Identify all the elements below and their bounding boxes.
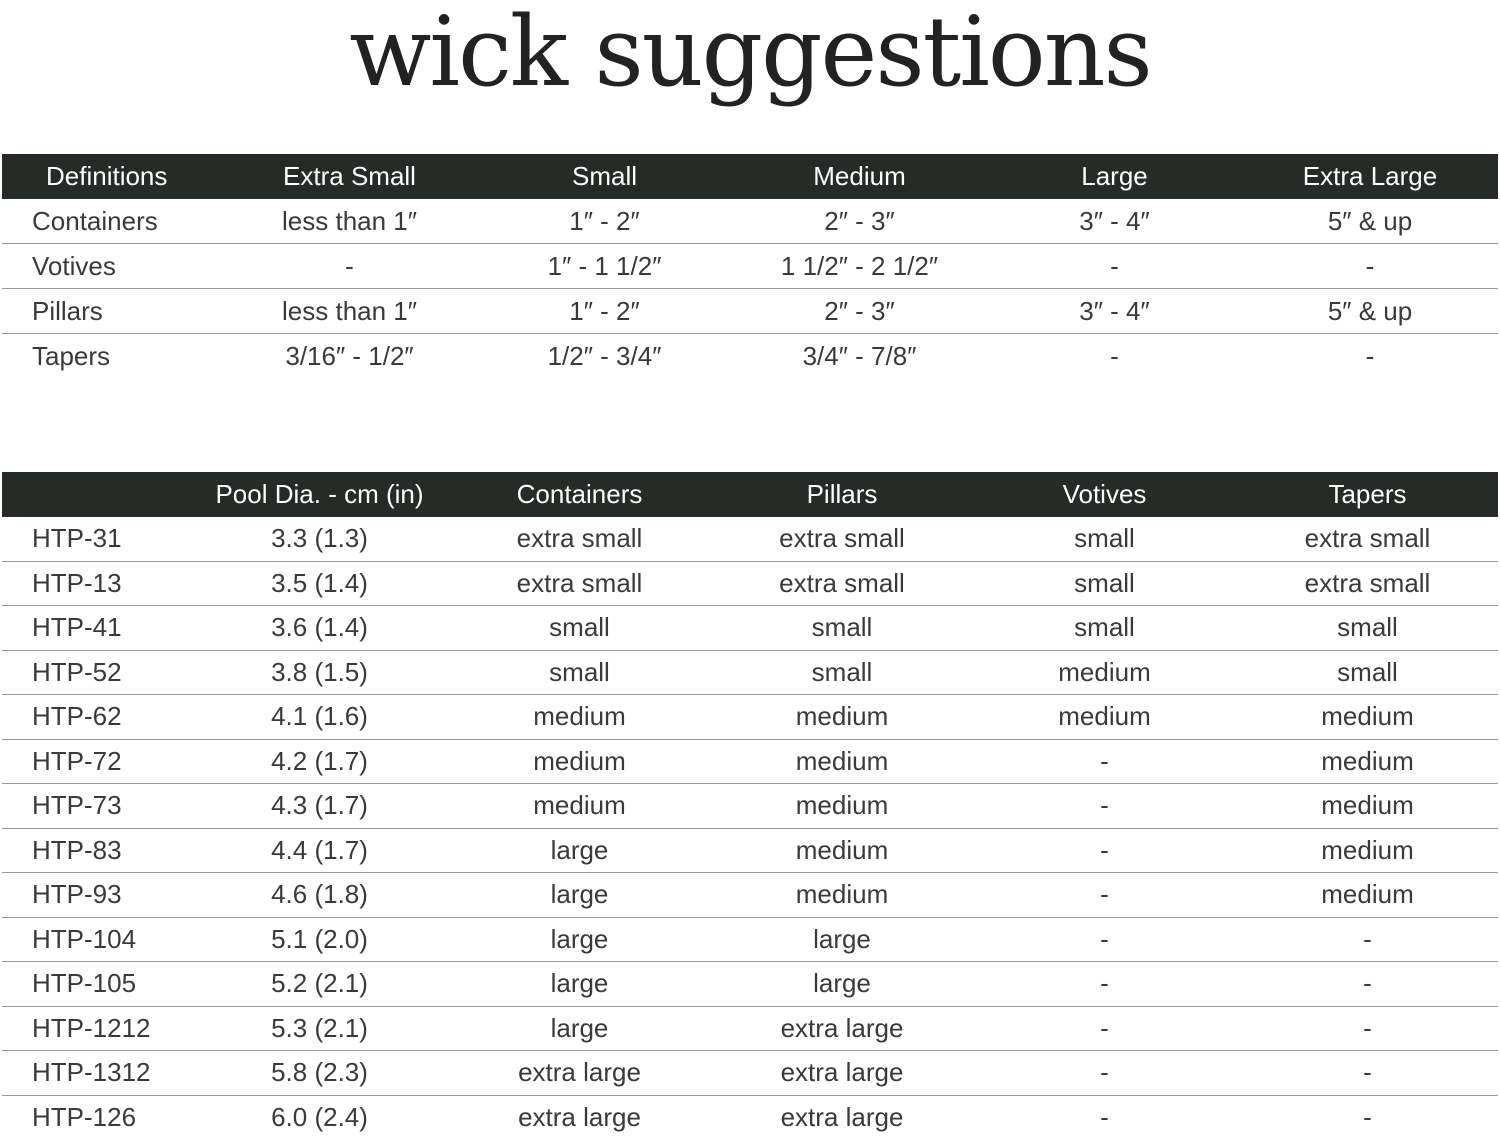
wick-row [2,962,1498,1007]
wick-cell: medium [447,739,712,784]
wick-cell: small [972,606,1237,651]
wick-header-row [2,472,1498,517]
wick-row [2,606,1498,651]
definitions-header-cell: Extra Small [222,154,477,199]
wick-cell: HTP-1312 [2,1051,192,1096]
wick-header-cell: Votives [972,472,1237,517]
wick-cell: small [1237,650,1498,695]
definitions-row [2,199,1498,244]
definitions-cell: 3/4″ - 7/8″ [802,340,917,371]
definitions-cell: 5″ & up [1242,199,1498,244]
page-title: wick suggestions [349,0,1151,108]
wick-cell: large [447,828,712,873]
definitions-cell: Votives [2,244,222,289]
wick-row [2,1051,1498,1096]
wick-cell: HTP-52 [2,650,192,695]
wick-cell: extra small [712,517,972,561]
wick-cell: 4.6 (1.8) [192,873,447,918]
wick-cell: - [972,873,1237,918]
wick-cell: HTP-1212 [2,1006,192,1051]
wick-cell: - [1237,917,1498,962]
wick-cell: small [1237,606,1498,651]
wick-cell: small [712,606,972,651]
wick-row [2,784,1498,829]
wick-cell: small [972,517,1237,561]
definitions-body [2,199,1498,378]
wick-cell: medium [712,828,972,873]
wick-cell: - [972,1006,1237,1051]
wick-cell: 4.1 (1.6) [192,695,447,740]
wick-cell: - [972,784,1237,829]
wick-cell: 3.8 (1.5) [192,650,447,695]
definitions-cell: 1″ - 2″ [477,199,732,244]
wick-row [2,739,1498,784]
wick-cell: small [447,606,712,651]
wick-cell: extra large [518,1101,641,1132]
wick-cell: 4.4 (1.7) [192,828,447,873]
wick-cell: - [1237,962,1498,1007]
wick-cell: medium [1237,695,1498,740]
wick-cell: 4.2 (1.7) [192,739,447,784]
wick-cell: 6.0 (2.4) [271,1101,368,1132]
definitions-row [2,244,1498,289]
wick-cell: HTP-13 [2,561,192,606]
wick-row [2,561,1498,606]
wick-cell: extra small [1237,517,1498,561]
wick-cell: 3.6 (1.4) [192,606,447,651]
wick-cell: - [972,828,1237,873]
wick-cell: medium [1237,828,1498,873]
wick-cell: medium [1237,784,1498,829]
definitions-cell: - [1242,244,1498,289]
wick-cell: medium [712,695,972,740]
wick-row [2,650,1498,695]
wick-cell: 5.8 (2.3) [192,1051,447,1096]
wick-row [2,828,1498,873]
wick-cell: HTP-83 [2,828,192,873]
definitions-cell: Tapers [32,340,111,371]
wick-cell: HTP-72 [2,739,192,784]
wick-cell: 3.3 (1.3) [192,517,447,561]
wick-cell: small [972,561,1237,606]
wick-cell: extra small [447,517,712,561]
definitions-cell: - [987,244,1242,289]
definitions-cell: - [222,244,477,289]
definitions-cell: 5″ & up [1242,289,1498,334]
definitions-cell: 2″ - 3″ [732,289,987,334]
wick-row [2,517,1498,561]
wick-cell: - [972,917,1237,962]
wick-row [2,695,1498,740]
wick-header-cell [2,472,192,517]
wick-cell: HTP-126 [32,1101,137,1132]
definitions-header-cell: Large [987,154,1242,199]
wick-cell: large [447,873,712,918]
wick-body [2,517,1498,1139]
wick-cell: large [447,1006,712,1051]
wick-cell: medium [712,873,972,918]
definitions-row [2,289,1498,334]
definitions-header-cell: Medium [732,154,987,199]
wick-cell: extra large [780,1101,904,1132]
wick-cell: medium [712,739,972,784]
wick-header-cell: Pool Dia. - cm (in) [192,472,447,517]
wick-cell: HTP-105 [2,962,192,1007]
wick-cell: - [972,962,1237,1007]
definitions-cell: - [1110,340,1119,371]
wick-row [2,917,1498,962]
wick-cell: extra small [712,561,972,606]
wick-cell: extra large [712,1051,972,1096]
wick-cell: large [447,917,712,962]
definitions-cell: Containers [2,199,222,244]
definitions-cell: 3″ - 4″ [987,199,1242,244]
definitions-cell: 3/16″ - 1/2″ [285,340,414,371]
wick-cell: large [712,962,972,1007]
wick-cell: HTP-73 [2,784,192,829]
wick-header-cell: Pillars [712,472,972,517]
wick-cell: extra small [1237,561,1498,606]
wick-cell: large [712,917,972,962]
definitions-cell: Pillars [2,289,222,334]
wick-cell: medium [1237,873,1498,918]
wick-table [2,472,1498,1139]
definitions-header-row [2,154,1498,199]
definitions-cell: 3″ - 4″ [987,289,1242,334]
definitions-header-cell: Small [477,154,732,199]
definitions-cell: 1″ - 2″ [477,289,732,334]
definitions-cell: less than 1″ [222,289,477,334]
definitions-cell: 1″ - 1 1/2″ [477,244,732,289]
definitions-header-cell: Extra Large [1242,154,1498,199]
wick-cell: extra small [447,561,712,606]
wick-row [2,1095,1498,1139]
definitions-cell: 1 1/2″ - 2 1/2″ [732,244,987,289]
wick-cell: medium [1237,739,1498,784]
wick-cell: large [447,962,712,1007]
wick-header-cell: Tapers [1237,472,1498,517]
wick-cell: small [447,650,712,695]
wick-cell: medium [972,650,1237,695]
definitions-table [2,154,1498,378]
wick-cell: 5.3 (2.1) [192,1006,447,1051]
wick-cell: extra large [712,1006,972,1051]
wick-cell: medium [712,784,972,829]
definitions-header-cell: Definitions [2,154,222,199]
wick-cell: HTP-62 [2,695,192,740]
wick-cell: 5.2 (2.1) [192,962,447,1007]
wick-cell: - [972,739,1237,784]
wick-cell: - [1237,1051,1498,1096]
wick-cell: HTP-31 [2,517,192,561]
wick-cell: medium [972,695,1237,740]
wick-cell: 4.3 (1.7) [192,784,447,829]
wick-row [2,873,1498,918]
wick-cell: 5.1 (2.0) [192,917,447,962]
wick-cell: small [712,650,972,695]
definitions-cell: 1/2″ - 3/4″ [547,340,662,371]
wick-cell: extra large [447,1051,712,1096]
wick-cell: medium [447,695,712,740]
wick-cell: HTP-41 [2,606,192,651]
definitions-cell: - [1365,340,1375,371]
wick-cell: - [972,1051,1237,1096]
wick-cell: - [1237,1006,1498,1051]
wick-cell: medium [447,784,712,829]
wick-row [2,1006,1498,1051]
wick-cell: - [1100,1101,1109,1132]
definitions-cell: less than 1″ [222,199,477,244]
definitions-row [2,334,1498,379]
wick-cell: 3.5 (1.4) [192,561,447,606]
wick-cell: HTP-104 [2,917,192,962]
wick-cell: - [1363,1101,1372,1132]
wick-cell: HTP-93 [2,873,192,918]
wick-header-cell: Containers [447,472,712,517]
definitions-cell: 2″ - 3″ [732,199,987,244]
